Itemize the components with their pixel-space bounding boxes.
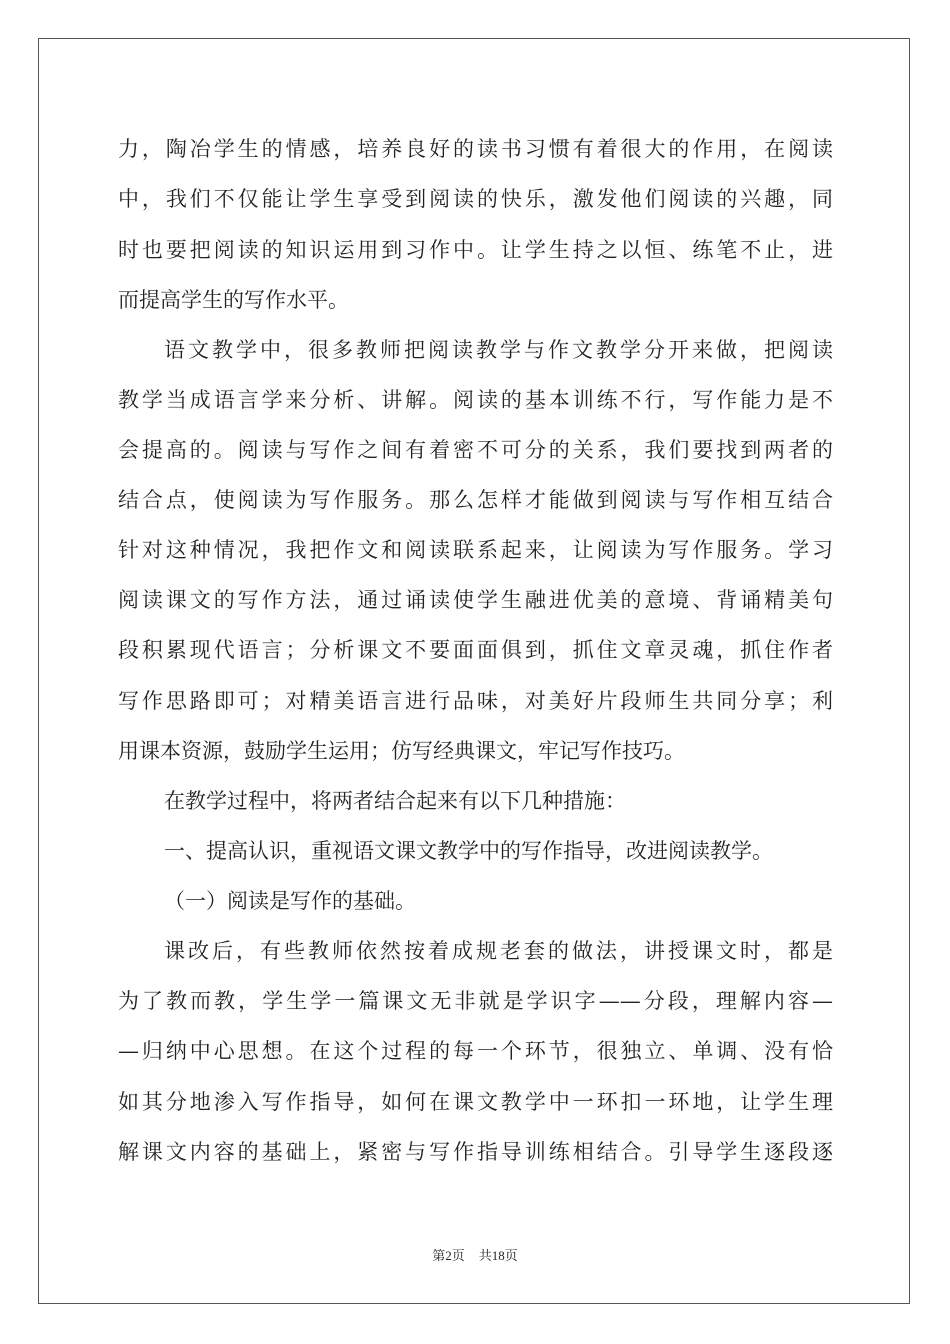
text-line: 如其分地渗入写作指导，如何在课文教学中一环扣一环地，让学生理 bbox=[118, 1090, 833, 1114]
paragraph-first-line: 在教学过程中，将两者结合起来有以下几种措施： bbox=[164, 789, 626, 813]
text-line: 时也要把阅读的知识运用到习作中。让学生持之以恒、练笔不止，进 bbox=[118, 238, 833, 262]
subsection-heading: （一）阅读是写作的基础。 bbox=[164, 889, 416, 913]
text-line: 针对这种情况，我把作文和阅读联系起来，让阅读为写作服务。学习 bbox=[118, 538, 833, 562]
page-total: 共18页 bbox=[478, 1248, 518, 1263]
text-line: 解课文内容的基础上，紧密与写作指导训练相结合。引导学生逐段逐 bbox=[118, 1140, 833, 1164]
paragraph-first-line: 语文教学中，很多教师把阅读教学与作文教学分开来做，把阅读 bbox=[164, 338, 833, 362]
text-line: 结合点，使阅读为写作服务。那么怎样才能做到阅读与写作相互结合 bbox=[118, 488, 833, 512]
text-line: 教学当成语言学来分析、讲解。阅读的基本训练不行，写作能力是不 bbox=[118, 388, 833, 412]
text-line: 段积累现代语言；分析课文不要面面俱到，抓住文章灵魂，抓住作者 bbox=[118, 638, 833, 662]
text-line: 用课本资源，鼓励学生运用；仿写经典课文，牢记写作技巧。 bbox=[118, 739, 685, 763]
text-line: 而提高学生的写作水平。 bbox=[118, 288, 349, 312]
text-line: 会提高的。阅读与写作之间有着密不可分的关系，我们要找到两者的 bbox=[118, 438, 833, 462]
page-number: 第2页 bbox=[432, 1248, 465, 1263]
text-line: 中，我们不仅能让学生享受到阅读的快乐，激发他们阅读的兴趣，同 bbox=[118, 187, 833, 211]
page-footer bbox=[0, 1245, 950, 1264]
section-heading: 一、提高认识，重视语文课文教学中的写作指导，改进阅读教学。 bbox=[164, 839, 773, 863]
text-line: —归纳中心思想。在这个过程的每一个环节，很独立、单调、没有恰 bbox=[118, 1039, 833, 1063]
text-line: 力，陶冶学生的情感，培养良好的读书习惯有着很大的作用，在阅读 bbox=[118, 137, 833, 161]
paragraph-first-line: 课改后，有些教师依然按着成规老套的做法，讲授课文时，都是 bbox=[164, 939, 833, 963]
text-line: 写作思路即可；对精美语言进行品味，对美好片段师生共同分享；利 bbox=[118, 689, 833, 713]
text-line: 阅读课文的写作方法，通过诵读使学生融进优美的意境、背诵精美句 bbox=[118, 588, 833, 612]
text-line: 为了教而教，学生学一篇课文无非就是学识字——分段，理解内容— bbox=[118, 989, 833, 1013]
